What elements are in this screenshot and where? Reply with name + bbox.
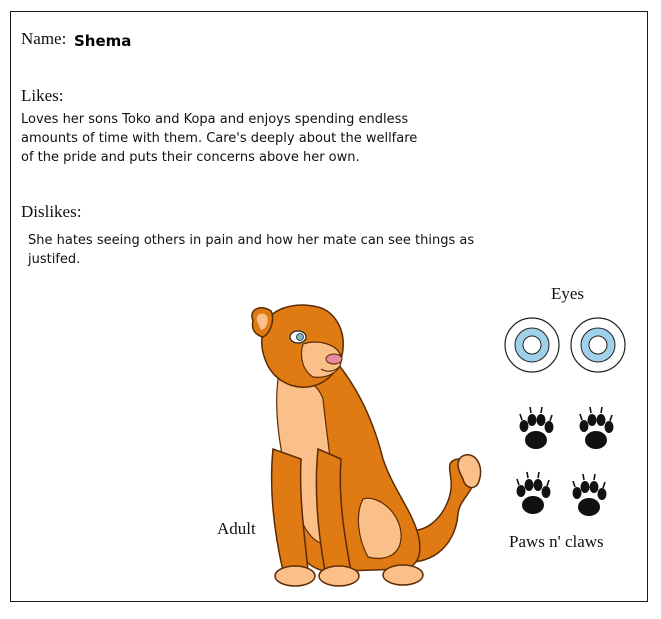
eyes-label: Eyes bbox=[551, 284, 585, 303]
name-value: Shema bbox=[74, 32, 132, 50]
name-label: Name: bbox=[21, 29, 67, 48]
paw-front-left bbox=[275, 566, 315, 586]
paw-front-right bbox=[319, 566, 359, 586]
paw-hind bbox=[383, 565, 423, 585]
eye-swatch-icon bbox=[505, 318, 559, 372]
dislikes-label: Dislikes: bbox=[21, 202, 82, 221]
eye-swatch-icon bbox=[571, 318, 625, 372]
paw-print-icon bbox=[520, 407, 554, 449]
paw-print-icon bbox=[580, 407, 614, 449]
nose-shape bbox=[326, 354, 342, 364]
paw-print-icon bbox=[573, 474, 607, 516]
likes-line: Loves her sons Toko and Kopa and enjoys spending endless bbox=[21, 112, 409, 127]
paw-print-icon bbox=[517, 472, 551, 514]
likes-line: of the pride and puts their concerns above her own. bbox=[21, 150, 360, 165]
likes-line: amounts of time with them. Care's deeply about the wellfare bbox=[21, 131, 418, 146]
dislikes-line: justifed. bbox=[28, 252, 81, 267]
paws-label: Paws n' claws bbox=[509, 532, 604, 551]
paw-prints bbox=[511, 404, 626, 524]
lioness-illustration bbox=[233, 299, 483, 589]
character-sheet bbox=[10, 11, 648, 602]
eye-swatches bbox=[505, 318, 630, 374]
likes-text bbox=[21, 110, 581, 167]
adult-label: Adult bbox=[217, 519, 256, 538]
dislikes-text bbox=[28, 231, 628, 269]
dislikes-line: She hates seeing others in pain and how her mate can see things as bbox=[28, 233, 475, 248]
likes-label: Likes: bbox=[21, 86, 64, 105]
